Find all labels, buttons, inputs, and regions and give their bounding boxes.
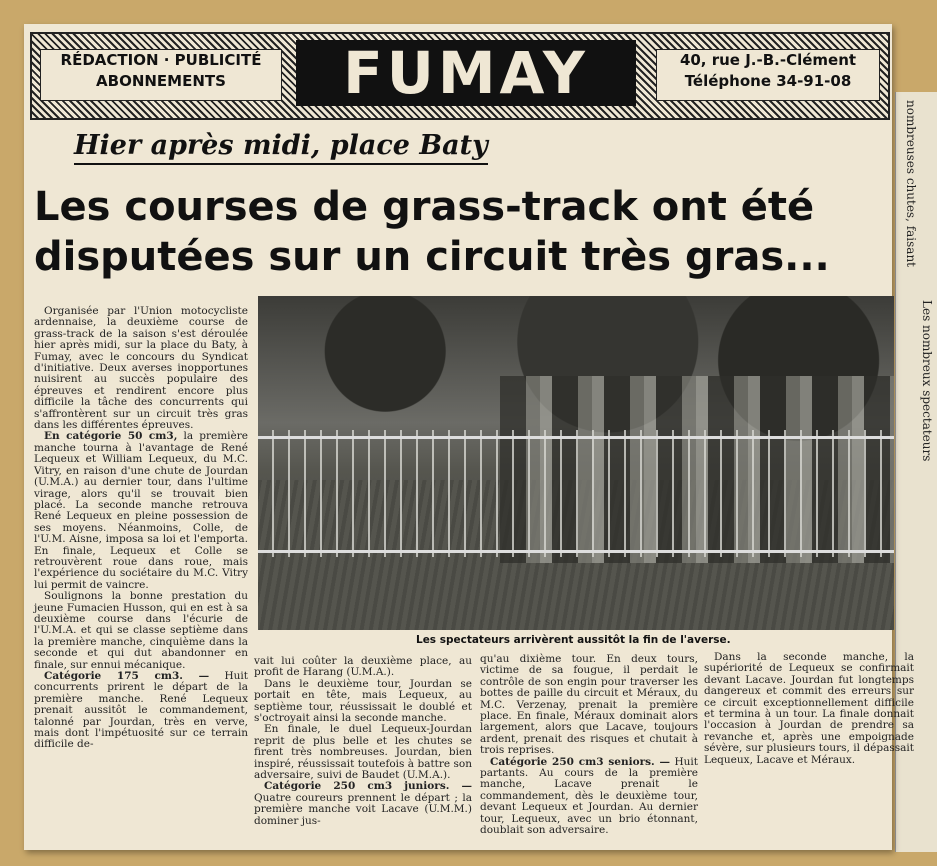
spectators-photo — [258, 296, 894, 630]
barrier-rail — [258, 436, 894, 439]
masthead-left-box — [40, 49, 282, 101]
photo-caption: Les spectateurs arrivèrent aussitôt la fin de l'averse. — [416, 634, 731, 646]
paragraph-text: Huit concurrents prirent le départ de la première manche. René Lequeux prenait aussitôt le commandement, talonné par Jourdan, très en verve, mais dont l'impétuosité sur ce terrain difficile de- — [34, 670, 248, 751]
masthead-address: 40, rue J.-B.-Clément — [679, 51, 857, 69]
article-paragraph — [34, 431, 248, 591]
article-column-4 — [704, 652, 914, 766]
article-paragraph: Soulignons la bonne prestation du jeune Fumacien Husson, qui en est à sa deuxième course dans l'écurie de l'U.M.A. et qui se classe septième dans la première manche, cinquième dans la seconde et qui dut abandonner en finale, sur ennui mécanique. — [34, 590, 248, 671]
kicker: Hier après midi, place Baty — [74, 130, 488, 165]
masthead-phone: Téléphone 34-91-08 — [684, 72, 852, 90]
article-paragraph: Dans la seconde manche, la supériorité de Lequeux se confirmait devant Lacave. Jourdan fut longtemps dangereux et commit des erreurs sur ce circuit exceptionnellement difficile et termina à un tour. La finale donnait l'occasion à Jourdan de prendre sa revanche et, après une empoignade sévère, sur plusieurs tours, il dépassait Lequeux, Lacave et Méraux. — [704, 651, 914, 766]
category-lead: En catégorie 50 cm3, — [44, 430, 178, 443]
article-paragraph: En finale, le duel Lequeux-Jourdan reprit de plus belle et les chutes se firent très nombreuses. Jourdan, bien inspiré, réussissait toutefois à battre son adversaire, suivi de Baudet (U.M.A.). — [254, 723, 472, 782]
paragraph-text: Quatre coureurs prennent le départ ; la première manche voit Lacave (U.M.M.) dominer jus- — [254, 791, 472, 827]
category-lead: Catégorie 250 cm3 juniors. — — [264, 780, 472, 793]
adjacent-clipping-text-2: Les nombreux spectateurs — [920, 300, 934, 462]
paragraph-text: la première manche tourna à l'avantage de René Lequeux et William Lequeux, du M.C. Vitry, en raison d'une chute de Jourdan (U.M.A.) au dernier tour, dans l'ultime virage, alors qu'il se trouvait bien placé. La seconde manche retrouva René Lequeux en pleine possession de ses moyens. Néanmoins, Colle, de l'U.M. Aisne, imposa sa loi et l'emporta. En finale, Lequeux et Colle se retrouvèrent roue dans roue, mais l'expérience du sociétaire du M.C. Vitry lui permit de vaincre. — [34, 430, 248, 591]
barrier-fence-shape — [258, 430, 894, 557]
masthead-right-box — [656, 49, 880, 101]
paragraph-text: Huit partants. Au cours de la première manche, Lacave prenait le commandement, dès le deuxième tour, devant Lequeux et Jourdan. Au dernier tour, Lequeux, avec un brio étonnant, doublait son adversaire. — [480, 755, 699, 837]
barrier-rail — [258, 550, 894, 553]
article-column-2 — [254, 656, 472, 827]
article-column-3 — [480, 654, 698, 837]
article-paragraph: Dans le deuxième tour, Jourdan se portait en tête, mais Lequeux, au septième tour, réussissait le doublé et s'octroyait ainsi la seconde manche. — [254, 677, 472, 725]
article-paragraph: vait lui coûter la deuxième place, au profit de Harang (U.M.A.). — [254, 655, 472, 679]
article-paragraph: qu'au dixième tour. En deux tours, victime de sa fougue, il perdait le contrôle de son engin pour traverser les bottes de paille du circuit et Méraux, du M.C. Verzenay, prenait la première place. En finale, Méraux dominait alors largement, alors que Lacave, toujours ardent, prenait des risques et chutait à trois reprises. — [480, 653, 698, 757]
article-paragraph — [34, 671, 248, 751]
category-lead: Catégorie 250 cm3 seniors. — — [490, 755, 671, 768]
masthead-title: FUMAY — [296, 40, 636, 106]
masthead-redaction: RÉDACTION · PUBLICITÉ — [60, 51, 262, 69]
category-lead: Catégorie 175 cm3. — — [44, 670, 210, 682]
masthead — [30, 32, 890, 120]
article-paragraph: Organisée par l'Union motocycliste ardennaise, la deuxième course de grass-track de la saison s'est déroulée hier après midi, sur la place du Baty, à Fumay, avec le concours du Syndicat d'initiative. Deux averses inopportunes nuisirent au succès populaire des épreuves et rendirent encore plus difficile la tâche des concurrents qui s'affrontèrent sur un circuit très gras dans les différentes épreuves. — [34, 305, 248, 432]
article-column-1 — [34, 306, 248, 751]
article-paragraph — [480, 757, 698, 837]
masthead-abonnements: ABONNEMENTS — [96, 72, 226, 90]
adjacent-clipping-text-1: nombreuses chutes, faisant — [904, 100, 918, 267]
headline: Les courses de grass-track ont été disputées sur un circuit très gras... — [34, 184, 830, 280]
article-paragraph — [254, 781, 472, 827]
